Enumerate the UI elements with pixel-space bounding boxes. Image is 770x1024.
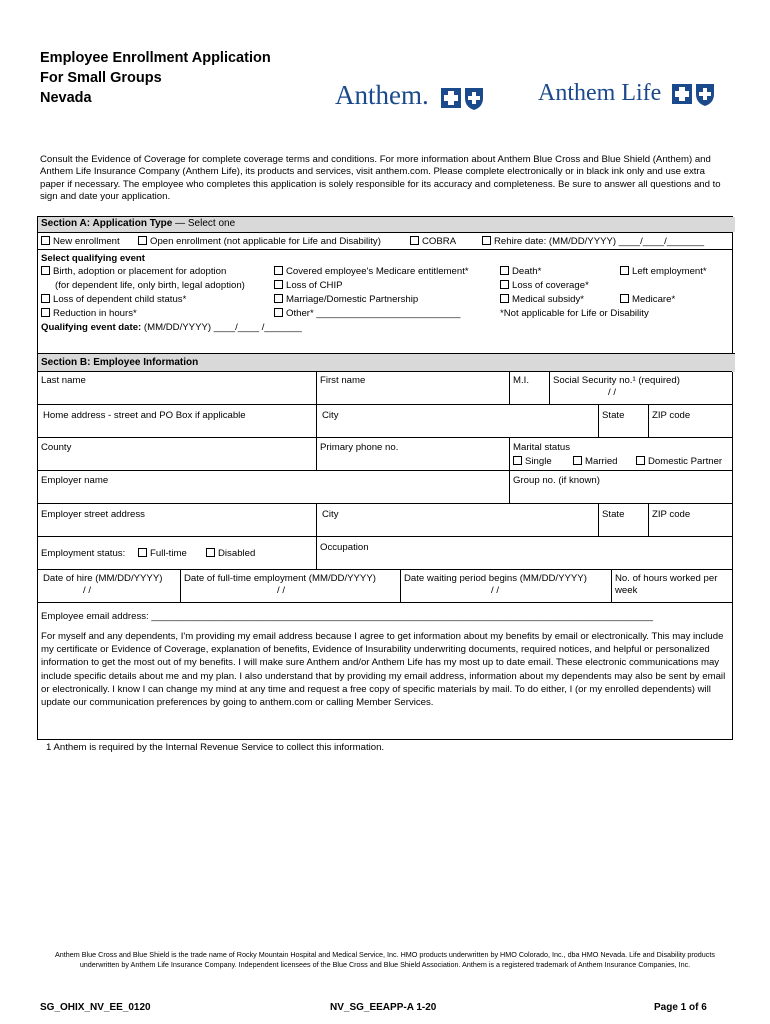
checkbox[interactable] — [206, 548, 215, 557]
email-field[interactable]: Employee email address: ______________________________________________________________________________________________ — [41, 611, 653, 622]
email-block — [38, 602, 732, 740]
checkbox[interactable] — [41, 236, 50, 245]
title-line-1: Employee Enrollment Application — [40, 50, 271, 66]
married-label: Married — [585, 456, 618, 467]
birth-note: (for dependent life, only birth, legal adoption) — [55, 280, 245, 291]
domestic-partner-label: Domestic Partner — [648, 456, 723, 467]
checkbox[interactable] — [620, 294, 629, 303]
waiting-period-cell[interactable] — [400, 570, 612, 603]
loss-child-label: Loss of dependent child status* — [53, 294, 187, 305]
employment-status-row — [38, 536, 732, 570]
name-row — [38, 371, 732, 405]
employment-status-label: Employment status: — [41, 548, 126, 559]
title-line-3: Nevada — [40, 90, 92, 106]
marriage-label: Marriage/Domestic Partnership — [286, 294, 419, 305]
city-cell[interactable] — [316, 405, 599, 438]
checkbox[interactable] — [41, 266, 50, 275]
phone-cell[interactable] — [316, 438, 510, 471]
last-name-field[interactable]: Last name — [41, 375, 86, 386]
not-applicable-note: *Not applicable for Life or Disability — [500, 308, 649, 319]
medical-subsidy-label: Medical subsidy* — [512, 294, 584, 305]
employer-state-cell[interactable] — [598, 504, 649, 537]
form-code-left: SG_OHIX_NV_EE_0120 — [40, 1002, 151, 1013]
home-address-field[interactable]: Home address - street and PO Box if applicable — [43, 410, 246, 421]
cross-shield-icon — [439, 85, 485, 111]
cobra-option[interactable] — [410, 236, 456, 248]
application-type-row — [38, 232, 732, 250]
single-option[interactable] — [513, 456, 552, 468]
disabled-label: Disabled — [218, 548, 256, 559]
section-b-header — [38, 353, 735, 372]
section-b-title: Section B: Employee Information — [41, 357, 199, 368]
checkbox[interactable] — [482, 236, 491, 245]
marriage-option[interactable] — [274, 294, 418, 306]
hours-label: No. of hours worked per — [615, 573, 718, 584]
checkbox[interactable] — [620, 266, 629, 275]
open-enrollment-label: Open enrollment (not applicable for Life and Disability) — [150, 236, 381, 247]
cobra-label: COBRA — [422, 236, 457, 247]
checkbox[interactable] — [410, 236, 419, 245]
employer-name-row — [38, 470, 732, 504]
medicare-entitlement-option[interactable] — [274, 266, 469, 278]
checkbox[interactable] — [636, 456, 645, 465]
zip-label: ZIP code — [652, 410, 691, 421]
dates-row — [38, 569, 732, 603]
single-label: Single — [525, 456, 552, 467]
qualifying-event-date[interactable] — [41, 322, 302, 334]
email-consent-text: For myself and any dependents, I'm providing my email address because I agree to get information about my benefits by email or electronically. This may include my certificate or Evidence of Coverage, explanation of benefits, Evidence of Insurability underwriting documents, required notices, and helpful or personalized information to get the most out of my benefits. I will make sure Anthem and/or Anthem Life has my most up to date email. These electronic communications may include specific details about me and my plan. I also understand that by providing my email address, information about my dependents may also be sent by email or electronically. I know I can change my mind at any time and request a free copy of specific materials by mail. To do either, I (or my enrolled dependents) will update our communication preferences by going to anthem.com or calling Member Services. — [41, 631, 726, 709]
new-enrollment-option[interactable] — [41, 236, 120, 248]
anthem-life-logo-text: Anthem Life — [538, 80, 662, 106]
full-time-date-label: Date of full-time employment (MM/DD/YYYY) — [184, 573, 376, 584]
title-line-2: For Small Groups — [40, 70, 162, 86]
loss-child-option[interactable] — [41, 294, 186, 306]
death-option[interactable] — [500, 266, 541, 278]
occupation-cell[interactable] — [316, 537, 733, 570]
loss-chip-label: Loss of CHIP — [286, 280, 343, 291]
qualifying-date-format: (MM/DD/YYYY) ____/____ /_______ — [141, 322, 302, 333]
loss-chip-option[interactable] — [274, 280, 343, 292]
death-label: Death* — [512, 266, 542, 277]
ssn-cell[interactable] — [549, 372, 733, 405]
first-name-cell[interactable] — [316, 372, 510, 405]
state-label: State — [602, 410, 625, 421]
page-number: Page 1 of 6 — [654, 1002, 707, 1013]
intro-text: Consult the Evidence of Coverage for complete coverage terms and conditions. For more information about Anthem Blue Cross and Blue Shield (Anthem) and Anthem Life Insurance Company (Anthem Life), its products and services, visit anthem.com. Please complete electronically or in black ink only and use extra paper if necessary. The employee who completes this application is solely responsible for its accuracy and completeness. Be sure to answer all questions and to sign and date your application. — [40, 154, 721, 203]
full-time-label: Full-time — [150, 548, 187, 559]
mi-cell[interactable] — [509, 372, 550, 405]
medicare-entitlement-label: Covered employee's Medicare entitlement* — [286, 266, 469, 277]
footer-disclaimer: Anthem Blue Cross and Blue Shield is the trade name of Rocky Mountain Hospital and Medical Service, Inc. HMO products underwritten by HMO Colorado, Inc., dba HMO Nevada. Life and Disability products underwritten by Anthem Life Insurance Company. Independent licensees of the Blue Cross and Blue Shield Association. Anthem is a registered trademark of Anthem Insurance Companies, Inc. — [55, 950, 715, 969]
checkbox[interactable] — [41, 294, 50, 303]
full-time-date-cell[interactable] — [180, 570, 401, 603]
qualifying-events-block — [38, 249, 732, 335]
footnote: 1 Anthem is required by the Internal Revenue Service to collect this information. — [46, 742, 385, 753]
checkbox[interactable] — [138, 548, 147, 557]
city-label: City — [322, 410, 339, 421]
rehire-label: Rehire date: (MM/DD/YYYY) ____/____/_______ — [494, 236, 705, 247]
full-time-date-slashes: / / — [277, 585, 285, 596]
ssn-label: Social Security no.¹ (required) — [553, 375, 680, 386]
checkbox[interactable] — [500, 294, 509, 303]
checkbox[interactable] — [513, 456, 522, 465]
first-name-label: First name — [320, 375, 366, 386]
employer-zip-label: ZIP code — [652, 509, 691, 520]
occupation-label: Occupation — [320, 542, 369, 553]
medical-subsidy-option[interactable] — [500, 294, 584, 306]
disabled-option[interactable] — [206, 548, 255, 560]
zip-cell[interactable] — [648, 405, 733, 438]
checkbox[interactable] — [138, 236, 147, 245]
medicare-option[interactable] — [620, 294, 675, 306]
full-time-option[interactable] — [138, 548, 187, 560]
marital-cell — [509, 438, 733, 471]
birth-option[interactable] — [41, 266, 226, 278]
ssn-slashes: / / — [608, 387, 616, 398]
checkbox[interactable] — [274, 308, 283, 317]
qualifying-date-label: Qualifying event date: — [41, 322, 142, 333]
date-of-hire-field[interactable]: Date of hire (MM/DD/YYYY) — [43, 573, 163, 584]
county-row — [38, 437, 732, 471]
employer-name-field[interactable]: Employer name — [41, 475, 109, 486]
document-title — [40, 48, 271, 108]
checkbox[interactable] — [573, 456, 582, 465]
county-field[interactable]: County — [41, 442, 72, 453]
checkbox[interactable] — [274, 280, 283, 289]
anthem-logo — [335, 80, 485, 111]
section-a-title: Section A: Application Type — [41, 218, 173, 229]
employer-city-label: City — [322, 509, 339, 520]
cross-shield-icon — [670, 81, 716, 107]
employer-street-row — [38, 503, 732, 537]
date-of-hire-slashes: / / — [83, 585, 91, 596]
phone-label: Primary phone no. — [320, 442, 399, 453]
domestic-partner-option[interactable] — [636, 456, 722, 468]
new-enrollment-label: New enrollment — [53, 236, 120, 247]
home-address-row — [38, 404, 732, 438]
state-cell[interactable] — [598, 405, 649, 438]
checkbox[interactable] — [500, 266, 509, 275]
checkbox[interactable] — [41, 308, 50, 317]
left-employment-option[interactable] — [620, 266, 707, 278]
waiting-period-label: Date waiting period begins (MM/DD/YYYY) — [404, 573, 587, 584]
open-enrollment-option[interactable] — [138, 236, 381, 248]
other-label: Other* ___________________________ — [286, 308, 461, 319]
mi-label: M.I. — [513, 375, 529, 386]
hours-label-week: week — [615, 585, 638, 596]
married-option[interactable] — [573, 456, 618, 468]
birth-label: Birth, adoption or placement for adoption — [53, 266, 227, 277]
checkbox[interactable] — [274, 266, 283, 275]
rehire-option[interactable] — [482, 236, 704, 248]
marital-label: Marital status — [513, 442, 571, 453]
waiting-period-slashes: / / — [491, 585, 499, 596]
left-employment-label: Left employment* — [632, 266, 707, 277]
anthem-logo-text: Anthem. — [335, 80, 429, 110]
select-qualifying-event: Select qualifying event — [41, 253, 145, 264]
section-a-header — [38, 217, 735, 232]
medicare-label: Medicare* — [632, 294, 676, 305]
form-code-center: NV_SG_EEAPP-A 1-20 — [330, 1002, 437, 1013]
employment-status — [41, 548, 125, 560]
employer-state-label: State — [602, 509, 625, 520]
hours-cell[interactable] — [611, 570, 733, 603]
employer-city-cell[interactable] — [316, 504, 599, 537]
checkbox[interactable] — [274, 294, 283, 303]
other-option[interactable] — [274, 308, 460, 320]
reduction-label: Reduction in hours* — [53, 308, 137, 319]
reduction-option[interactable] — [41, 308, 137, 320]
loss-coverage-label: Loss of coverage* — [512, 280, 589, 291]
group-no-cell[interactable] — [509, 471, 733, 504]
group-no-label: Group no. (if known) — [513, 475, 600, 486]
loss-coverage-option[interactable] — [500, 280, 589, 292]
checkbox[interactable] — [500, 280, 509, 289]
anthem-life-logo — [538, 80, 716, 107]
section-a-select-one: — Select one — [172, 218, 236, 229]
employer-zip-cell[interactable] — [648, 504, 733, 537]
enrollment-form — [37, 216, 733, 740]
employer-street-field[interactable]: Employer street address — [41, 509, 145, 520]
